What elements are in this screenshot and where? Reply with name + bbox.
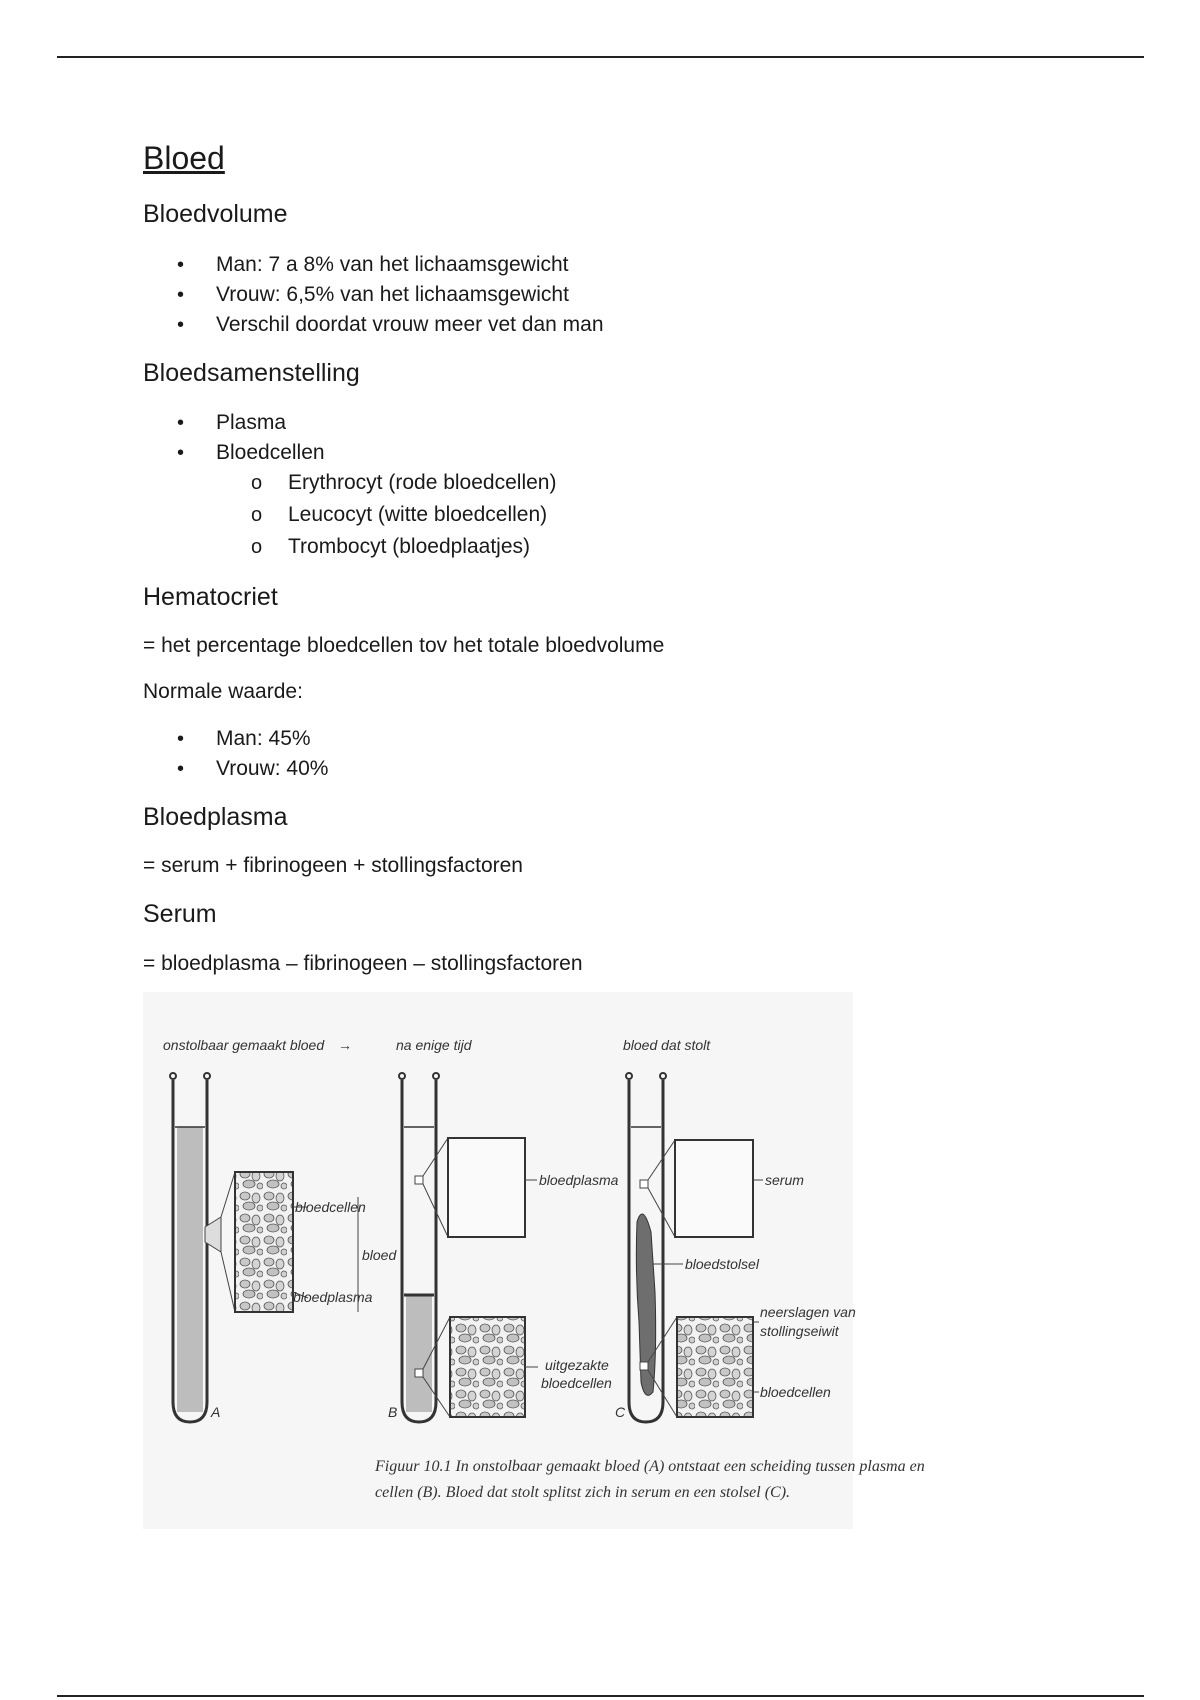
tube-b <box>388 1073 619 1422</box>
heading-serum: Serum <box>143 900 217 928</box>
label-bloedcellen-c: bloedcellen <box>760 1384 831 1400</box>
tube-b-title: na enige tijd <box>396 1037 472 1053</box>
tube-c <box>615 1073 856 1422</box>
page-title: Bloed <box>143 140 225 176</box>
label-bloed: bloed <box>362 1247 397 1263</box>
list-bloedvolume <box>143 250 604 340</box>
list-item: • Vrouw: 6,5% van het lichaamsgewicht <box>143 280 604 310</box>
tube-a-title: onstolbaar gemaakt bloed <box>163 1037 325 1053</box>
label-neerslagen-2: stollingseiwit <box>760 1323 839 1339</box>
tube-a <box>170 1073 397 1422</box>
normal-value-label: Normale waarde: <box>143 680 303 703</box>
list-item: • Man: 7 a 8% van het lichaamsgewicht <box>143 250 604 280</box>
list-item: • Bloedcellen <box>143 438 325 468</box>
bottom-rule <box>57 1695 1144 1697</box>
serum-definition: = bloedplasma – fibrinogeen – stollingsfactoren <box>143 952 583 975</box>
figure-caption-line2: cellen (B). Bloed dat stolt splitst zich in serum en een stolsel (C). <box>375 1484 791 1501</box>
arrow-label: → <box>338 1037 352 1053</box>
label-bloedplasma-b: bloedplasma <box>539 1172 619 1188</box>
figure-caption-line1: Figuur 10.1 In onstolbaar gemaakt bloed (A) ontstaat een scheiding tussen plasma en <box>375 1458 925 1475</box>
label-bloedcellen: bloedcellen <box>295 1199 366 1215</box>
figure-illustration <box>143 992 925 1529</box>
list-item: • Man: 45% <box>143 724 328 754</box>
list-item: • Verschil doordat vrouw meer vet dan man <box>143 310 604 340</box>
top-rule <box>57 56 1144 58</box>
sublist-bloedcellen <box>143 467 556 563</box>
heading-bloedsamenstelling: Bloedsamenstelling <box>143 359 360 387</box>
label-bloedstolsel: bloedstolsel <box>685 1256 759 1272</box>
label-serum: serum <box>765 1172 804 1188</box>
label-neerslagen-1: neerslagen van <box>760 1304 856 1320</box>
heading-hematocriet: Hematocriet <box>143 583 278 611</box>
heading-bloedvolume: Bloedvolume <box>143 200 288 228</box>
letter-c: C <box>615 1404 626 1420</box>
tube-c-title: bloed dat stolt <box>623 1037 711 1053</box>
sub-list-item: o Leucocyt (witte bloedcellen) <box>143 499 556 531</box>
sub-list-item: o Trombocyt (bloedplaatjes) <box>143 531 556 563</box>
list-bloedsamenstelling <box>143 408 325 468</box>
hematocriet-definition: = het percentage bloedcellen tov het totale bloedvolume <box>143 634 665 657</box>
blood-separation-figure <box>143 992 925 1529</box>
heading-bloedplasma: Bloedplasma <box>143 803 288 831</box>
list-item: • Vrouw: 40% <box>143 754 328 784</box>
letter-a: A <box>211 1404 221 1420</box>
list-hematocriet <box>143 724 328 784</box>
label-uitgezakte-2: bloedcellen <box>541 1375 612 1391</box>
label-bloedplasma: bloedplasma <box>293 1289 373 1305</box>
label-uitgezakte-1: uitgezakte <box>545 1357 609 1373</box>
list-item: • Plasma <box>143 408 325 438</box>
letter-b: B <box>388 1404 398 1420</box>
sub-list-item: o Erythrocyt (rode bloedcellen) <box>143 467 556 499</box>
bloedplasma-definition: = serum + fibrinogeen + stollingsfactoren <box>143 854 523 877</box>
